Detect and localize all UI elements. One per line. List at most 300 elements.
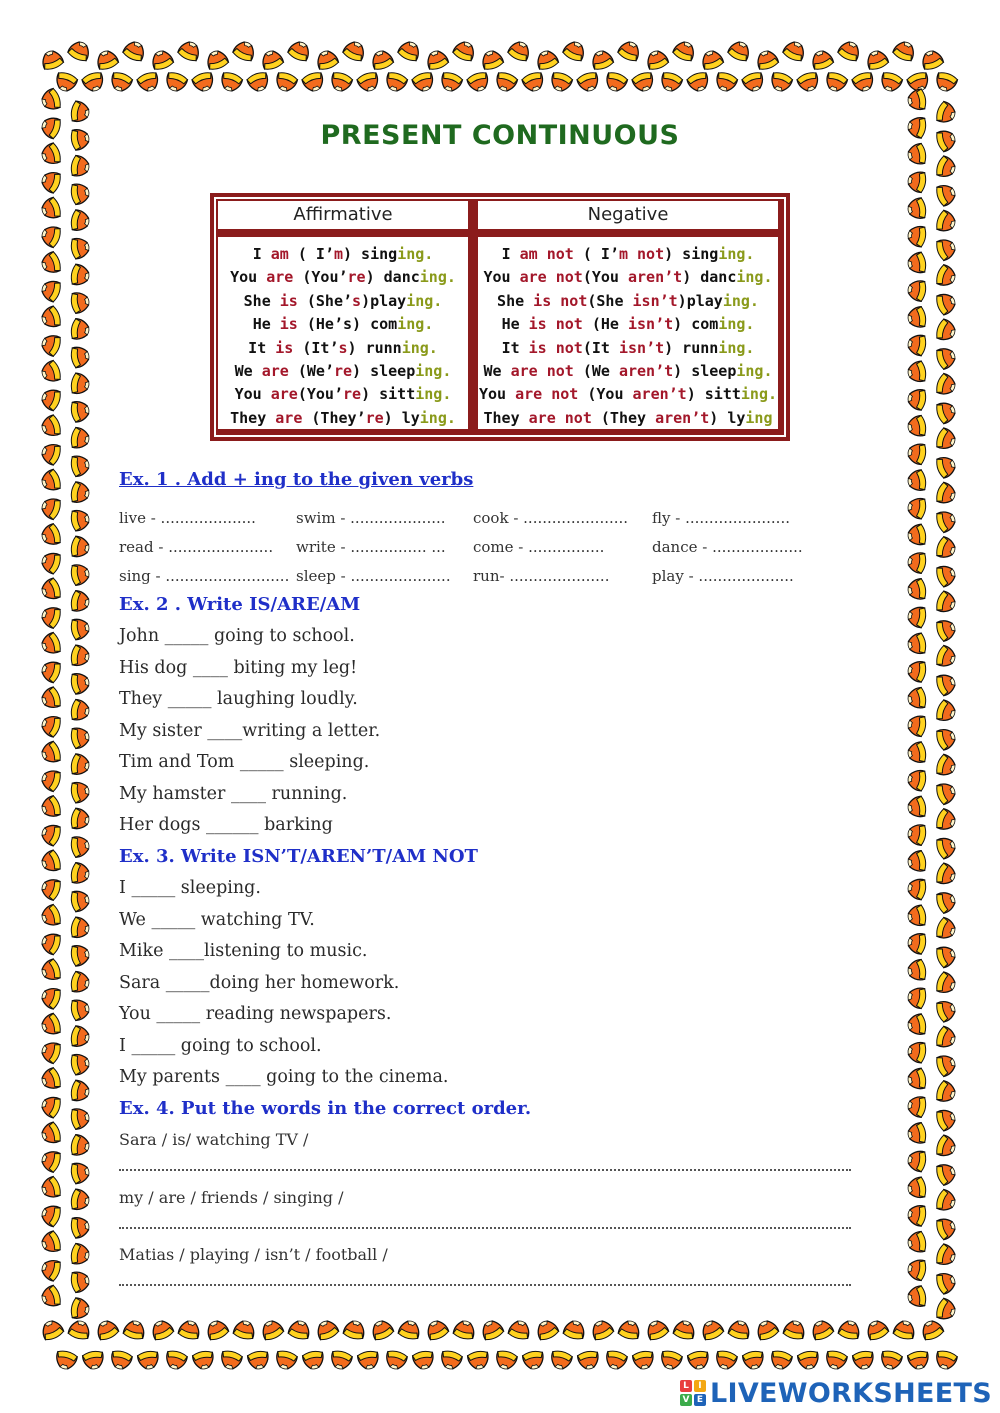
candy-corn-icon — [562, 39, 588, 63]
row-fragment: You — [230, 268, 267, 287]
candy-corn-icon — [935, 536, 958, 561]
candy-corn-icon — [54, 1349, 78, 1371]
candy-corn-icon — [864, 1318, 890, 1342]
candy-corn-icon — [342, 39, 368, 63]
candy-corn-icon — [70, 1134, 91, 1157]
candy-corn-icon — [369, 48, 394, 71]
candy-corn-icon — [906, 1285, 927, 1308]
candy-corn-icon — [39, 1094, 62, 1119]
candy-corn-icon — [906, 306, 927, 329]
candy-corn-icon — [906, 633, 927, 656]
candy-corn-icon — [39, 795, 62, 820]
candy-corn-icon — [906, 415, 927, 438]
verb-item: read - ...................... — [119, 538, 274, 556]
candy-corn-icon — [191, 71, 216, 94]
candy-corn-icon — [935, 1216, 958, 1241]
candy-corn-icon — [136, 71, 161, 94]
candy-corn-icon — [576, 71, 601, 94]
candy-corn-icon — [39, 740, 62, 765]
row-fragment: aren’t — [628, 268, 683, 287]
candy-corn-icon — [906, 1149, 927, 1172]
candy-corn-icon — [769, 1349, 793, 1371]
candy-corn-icon — [741, 71, 766, 94]
candy-corn-icon — [67, 39, 93, 63]
candy-corn-icon — [94, 48, 119, 71]
candy-corn-icon — [70, 536, 91, 559]
candy-corn-icon — [232, 39, 258, 63]
row-fragment: is — [279, 291, 298, 310]
candy-corn-icon — [39, 278, 62, 303]
answer-line[interactable] — [119, 1227, 851, 1229]
candy-corn-icon — [617, 39, 643, 63]
candy-corn-icon — [906, 333, 927, 356]
candy-corn-icon — [522, 1350, 545, 1371]
row-fragment: ) com — [673, 315, 719, 334]
word-order-item: Sara / is/ watching TV / — [119, 1130, 309, 1149]
candy-corn-icon — [906, 1095, 927, 1118]
candy-corn-icon — [906, 279, 927, 302]
candy-corn-icon — [589, 1318, 615, 1342]
candy-corn-icon — [824, 1349, 848, 1371]
candy-corn-icon — [218, 71, 243, 94]
verb-item: write - ................ ... — [296, 538, 446, 556]
candy-corn-icon — [935, 454, 958, 479]
candy-corn-icon — [935, 699, 958, 724]
candy-corn-icon — [70, 1270, 91, 1293]
candy-corn-icon — [39, 1284, 62, 1309]
candy-corn-icon — [39, 1121, 62, 1146]
candy-corn-icon — [906, 768, 927, 791]
row-fragment: re — [347, 268, 366, 287]
row-fragment: ing. — [718, 315, 755, 334]
candy-corn-icon — [412, 1350, 435, 1371]
candy-corn-icon — [699, 1318, 725, 1342]
row-fragment: are not — [515, 385, 579, 404]
candy-corn-icon — [39, 1012, 62, 1037]
candy-corn-icon — [39, 495, 62, 520]
negative-row — [478, 407, 778, 430]
candy-corn-icon — [70, 1216, 91, 1239]
row-fragment: ) sleep — [673, 361, 737, 380]
candy-corn-icon — [935, 672, 958, 697]
candy-corn-icon — [754, 48, 779, 71]
candy-corn-icon — [411, 71, 436, 94]
row-fragment: I — [252, 245, 271, 263]
candy-corn-icon — [658, 71, 683, 94]
negative-row — [478, 383, 778, 406]
candy-corn-icon — [177, 39, 203, 63]
verb-item: sing - .......................... — [119, 567, 290, 585]
logo-grid-icon — [680, 1380, 706, 1406]
candy-corn-icon — [70, 862, 91, 885]
sentence: My parents ____ going to the cinema. — [119, 1067, 449, 1087]
row-fragment: He — [501, 315, 529, 334]
candy-corn-icon — [70, 318, 91, 341]
candy-corn-icon — [549, 1349, 573, 1371]
candy-corn-icon — [935, 318, 958, 343]
candy-corn-icon — [109, 1349, 133, 1371]
negative-row — [478, 243, 778, 266]
candy-corn-icon — [70, 998, 91, 1021]
candy-corn-icon — [935, 617, 958, 642]
candy-corn-icon — [548, 71, 573, 94]
candy-corn-icon — [935, 1270, 958, 1295]
candy-corn-icon — [479, 1318, 505, 1342]
candy-corn-icon — [935, 971, 958, 996]
row-fragment: ) sitt — [686, 385, 741, 404]
candy-corn-icon — [935, 835, 958, 860]
candy-corn-icon — [906, 1013, 927, 1036]
candy-corn-icon — [919, 1318, 945, 1342]
candy-corn-icon — [70, 808, 91, 831]
candy-corn-icon — [907, 1350, 930, 1371]
row-fragment: ing. — [736, 268, 773, 287]
candy-corn-icon — [149, 1318, 175, 1342]
candy-corn-icon — [878, 71, 903, 94]
candy-corn-icon — [631, 71, 656, 94]
row-fragment: We — [483, 361, 511, 380]
candy-corn-icon — [935, 645, 958, 670]
candy-corn-icon — [906, 71, 931, 94]
candy-corn-icon — [39, 360, 62, 385]
row-fragment: I — [501, 245, 520, 263]
row-fragment: (She’ — [297, 291, 353, 310]
verb-item: cook - ...................... — [473, 509, 629, 527]
row-fragment: ( I’ — [288, 245, 334, 263]
row-fragment: isn’t — [628, 315, 674, 334]
grammar-table — [210, 193, 790, 441]
row-fragment: ing. — [740, 385, 778, 404]
candy-corn-icon — [906, 959, 927, 982]
row-fragment: are not — [510, 361, 574, 380]
candy-corn-icon — [906, 442, 927, 465]
candy-corn-icon — [70, 780, 91, 803]
candy-corn-icon — [39, 659, 62, 684]
candy-corn-icon — [39, 604, 62, 629]
row-fragment: re — [333, 361, 353, 380]
candy-corn-icon — [687, 1350, 710, 1371]
candy-corn-icon — [467, 1350, 490, 1371]
candy-corn-icon — [70, 236, 91, 259]
candy-corn-icon — [70, 481, 91, 504]
candy-corn-icon — [39, 332, 62, 357]
row-fragment: ing. — [718, 245, 755, 263]
affirmative-column — [216, 235, 470, 431]
candy-corn-icon — [906, 823, 927, 846]
candy-corn-icon — [935, 862, 958, 887]
candy-corn-icon — [39, 414, 62, 439]
row-fragment: ) sing — [343, 245, 398, 263]
candy-corn-icon — [356, 71, 381, 94]
candy-corn-icon — [893, 1319, 917, 1341]
row-fragment: aren’t — [655, 408, 710, 427]
candy-corn-icon — [70, 508, 91, 531]
candy-corn-icon — [39, 196, 62, 221]
candy-corn-icon — [906, 1177, 927, 1200]
candy-corn-icon — [70, 563, 91, 586]
candy-corn-icon — [39, 1257, 62, 1282]
candy-corn-icon — [935, 590, 958, 615]
sentence: Sara _____doing her homework. — [119, 972, 400, 993]
affirmative-row — [218, 360, 468, 383]
candy-corn-icon — [39, 387, 62, 412]
row-fragment: is — [275, 338, 294, 357]
candy-corn-icon — [906, 1258, 927, 1281]
candy-corn-icon — [70, 917, 91, 940]
candy-corn-icon — [452, 39, 478, 63]
candy-corn-icon — [935, 400, 958, 425]
row-fragment: It — [248, 338, 276, 357]
sentence: They _____ laughing loudly. — [119, 689, 358, 709]
candy-corn-icon — [906, 687, 927, 710]
candy-corn-icon — [879, 1349, 903, 1371]
candy-corn-icon — [906, 850, 927, 873]
candy-corn-icon — [70, 971, 91, 994]
candy-corn-icon — [935, 236, 958, 261]
sentence: Her dogs ______ barking — [119, 815, 333, 835]
candy-corn-icon — [906, 660, 927, 683]
candy-corn-icon — [714, 1349, 738, 1371]
candy-corn-icon — [178, 1319, 202, 1341]
answer-line[interactable] — [119, 1169, 851, 1171]
candy-corn-icon — [302, 1350, 325, 1371]
row-fragment: ) ly — [383, 408, 420, 427]
row-fragment: (They — [591, 408, 656, 427]
candy-corn-icon — [70, 726, 91, 749]
candy-corn-icon — [369, 1318, 395, 1342]
candy-corn-icon — [204, 1318, 230, 1342]
row-fragment: They — [483, 408, 529, 427]
candy-corn-icon — [906, 1231, 927, 1254]
row-fragment: ing. — [397, 315, 434, 334]
candy-corn-icon — [81, 71, 106, 94]
candy-corn-icon — [589, 48, 614, 71]
candy-corn-icon — [259, 1318, 285, 1342]
candy-corn-icon — [39, 305, 62, 330]
candy-corn-icon — [70, 1052, 91, 1075]
candy-corn-icon — [68, 1319, 92, 1341]
candy-corn-icon — [301, 71, 326, 94]
candy-corn-icon — [906, 524, 927, 547]
verb-item: sleep - ..................... — [296, 567, 451, 585]
candy-corn-icon — [329, 1349, 353, 1371]
row-fragment: ing. — [718, 338, 755, 357]
candy-corn-icon — [603, 71, 628, 94]
candy-corn-icon — [39, 577, 62, 602]
row-fragment: aren’t — [618, 361, 674, 380]
candy-corn-icon — [192, 1350, 215, 1371]
logo-letter-tile: E — [694, 1394, 706, 1406]
candy-corn-icon — [935, 753, 958, 778]
logo-letter-tile: L — [680, 1380, 692, 1392]
row-fragment: (We — [573, 361, 619, 380]
word-order-item: Matias / playing / isn’t / football / — [119, 1245, 388, 1264]
row-fragment: ( I’ — [573, 245, 619, 263]
row-fragment: (It — [582, 338, 619, 357]
row-fragment: are not — [519, 268, 583, 287]
candy-corn-icon — [809, 1318, 835, 1342]
answer-line[interactable] — [119, 1284, 851, 1286]
row-fragment: You — [478, 385, 516, 404]
verb-item: play - .................... — [652, 567, 794, 585]
candy-corn-icon — [70, 155, 91, 178]
candy-corn-icon — [39, 1318, 65, 1342]
affirmative-row — [218, 337, 468, 360]
candy-corn-icon — [809, 48, 834, 71]
candy-corn-icon — [39, 1230, 62, 1255]
row-fragment: ) danc — [365, 268, 420, 287]
row-fragment: ) runn — [664, 338, 719, 357]
affirmative-row — [218, 290, 468, 313]
candy-corn-icon — [935, 1107, 958, 1132]
candy-corn-icon — [70, 835, 91, 858]
candy-corn-icon — [384, 1349, 408, 1371]
negative-row — [478, 290, 778, 313]
candy-corn-icon — [70, 373, 91, 396]
row-fragment: re — [343, 385, 362, 404]
candy-corn-icon — [493, 71, 518, 94]
candy-corn-icon — [70, 1189, 91, 1212]
candy-corn-icon — [314, 48, 339, 71]
row-fragment: ) ly — [709, 408, 746, 427]
candy-corn-icon — [644, 1318, 670, 1342]
candy-corn-icon — [935, 427, 958, 452]
row-fragment: (We’ — [288, 361, 334, 380]
candy-corn-icon — [618, 1319, 642, 1341]
row-fragment: is not — [528, 315, 583, 334]
candy-corn-icon — [439, 1349, 463, 1371]
candy-corn-icon — [935, 1161, 958, 1186]
candy-corn-icon — [70, 645, 91, 668]
affirmative-row — [218, 266, 468, 289]
candy-corn-icon — [823, 71, 848, 94]
candy-corn-icon — [935, 1189, 958, 1214]
sentence: I _____ going to school. — [119, 1035, 322, 1056]
candy-corn-icon — [219, 1349, 243, 1371]
row-fragment: ing. — [419, 268, 456, 287]
candy-corn-icon — [466, 71, 491, 94]
row-fragment: re — [365, 408, 384, 427]
negative-row — [478, 360, 778, 383]
candy-corn-icon — [70, 699, 91, 722]
logo-letter-tile: I — [694, 1380, 706, 1392]
candy-corn-icon — [768, 71, 793, 94]
sentence: We _____ watching TV. — [119, 909, 315, 930]
candy-corn-icon — [163, 71, 188, 94]
row-fragment: ) runn — [347, 338, 402, 357]
candy-corn-icon — [398, 1319, 422, 1341]
negative-column — [476, 235, 780, 431]
sentence: John _____ going to school. — [119, 626, 355, 646]
row-fragment: ing. — [406, 291, 443, 310]
candy-corn-icon — [357, 1350, 380, 1371]
candy-corn-icon — [935, 889, 958, 914]
candy-corn-icon — [424, 48, 449, 71]
candy-corn-icon — [935, 726, 958, 751]
candy-corn-icon — [906, 796, 927, 819]
candy-corn-icon — [39, 523, 62, 548]
candy-corn-icon — [699, 48, 724, 71]
candy-corn-icon — [837, 39, 863, 63]
candy-corn-icon — [39, 48, 64, 71]
row-fragment: (You’ — [297, 385, 343, 404]
candy-corn-icon — [906, 1040, 927, 1063]
row-fragment: He — [252, 315, 280, 334]
candy-corn-icon — [796, 71, 821, 94]
liveworksheets-logo — [680, 1376, 992, 1410]
candy-corn-icon — [935, 944, 958, 969]
candy-corn-icon — [343, 1319, 367, 1341]
candy-corn-icon — [534, 1318, 560, 1342]
candy-corn-icon — [122, 39, 148, 63]
candy-corn-icon — [287, 39, 313, 63]
candy-corn-icon — [70, 617, 91, 640]
candy-corn-icon — [39, 904, 62, 929]
candy-corn-icon — [906, 170, 927, 193]
exercise-3-title: Ex. 3. Write ISN’T/AREN’T/AM NOT — [119, 846, 478, 867]
candy-corn-icon — [906, 714, 927, 737]
candy-corn-icon — [672, 39, 698, 63]
row-fragment: aren’t — [632, 385, 687, 404]
candy-corn-icon — [838, 1319, 862, 1341]
candy-corn-icon — [906, 224, 927, 247]
candy-corn-icon — [727, 39, 753, 63]
row-fragment: It — [501, 338, 529, 357]
candy-corn-icon — [70, 264, 91, 287]
candy-corn-icon — [70, 400, 91, 423]
candy-corn-icon — [852, 1350, 875, 1371]
candy-corn-icon — [39, 931, 62, 956]
candy-corn-icon — [521, 71, 546, 94]
row-fragment: )play — [361, 291, 407, 310]
candy-corn-icon — [39, 686, 62, 711]
candy-corn-icon — [935, 481, 958, 506]
candy-corn-icon — [935, 1052, 958, 1077]
candy-corn-icon — [906, 605, 927, 628]
candy-corn-icon — [906, 741, 927, 764]
candy-corn-icon — [906, 496, 927, 519]
candy-corn-icon — [713, 71, 738, 94]
candy-corn-icon — [906, 252, 927, 275]
candy-corn-icon — [644, 48, 669, 71]
sentence: My sister ____writing a letter. — [119, 720, 381, 741]
candy-corn-icon — [534, 48, 559, 71]
candy-corn-icon — [70, 753, 91, 776]
row-fragment: You — [234, 385, 271, 404]
candy-corn-icon — [274, 1349, 298, 1371]
candy-corn-icon — [70, 454, 91, 477]
candy-corn-icon — [935, 209, 958, 234]
row-fragment: is not — [533, 291, 588, 310]
page-title: PRESENT CONTINUOUS — [320, 120, 680, 151]
row-fragment: She — [497, 291, 534, 310]
row-fragment: is not — [528, 338, 583, 357]
row-fragment: m not — [618, 245, 665, 263]
sentence: Mike ____listening to music. — [119, 941, 368, 961]
candy-corn-icon — [851, 71, 876, 94]
candy-corn-icon — [479, 48, 504, 71]
row-fragment: ing. — [736, 361, 773, 380]
candy-corn-icon — [438, 71, 463, 94]
candy-corn-icon — [70, 1025, 91, 1048]
candy-corn-icon — [906, 89, 927, 112]
candy-corn-icon — [935, 563, 958, 588]
row-fragment: (He — [582, 315, 628, 334]
candy-corn-icon — [424, 1318, 450, 1342]
row-fragment: ing. — [419, 408, 456, 427]
verb-item: fly - ...................... — [652, 509, 790, 527]
candy-corn-icon — [39, 169, 62, 194]
